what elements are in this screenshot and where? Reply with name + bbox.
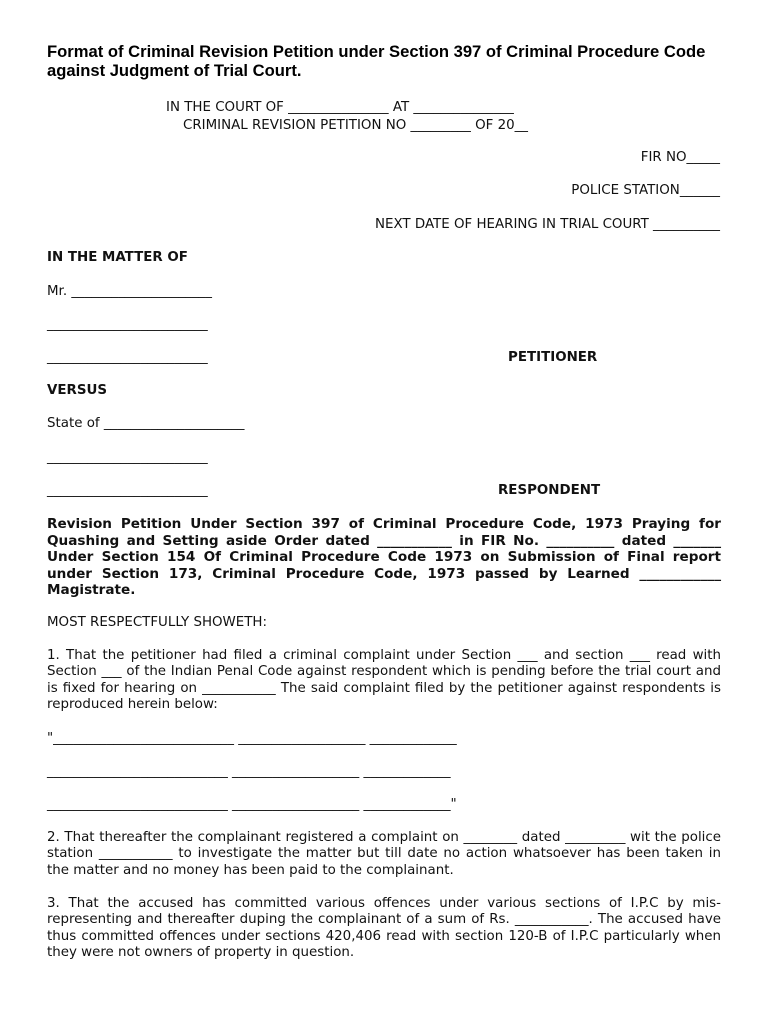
complaint-blank-line-2: ___________________________ ___________________ _____________ [47, 764, 451, 779]
paragraph-2: 2. That thereafter the complainant registered a complaint on ________ dated _________ wit the police station ___________ to investigate the matter but till date no action whatsoever has been taken in the matter and no money has been paid to the complainant. [47, 830, 721, 878]
next-hearing-line: NEXT DATE OF HEARING IN TRIAL COURT __________ [375, 217, 720, 232]
paragraph-3: 3. That the accused has committed various offences under various sections of I.P.C by mis-representing and thereafter duping the complainant of a sum of Rs. ___________. The accused have thus committed offences under sections 420,406 read with section 120-B of I.P.C particularly when they were not owners of property in question. [47, 896, 721, 960]
respondent-blank-line-2: ________________________ [47, 483, 208, 498]
petitioner-label: PETITIONER [508, 350, 598, 365]
police-station-line: POLICE STATION______ [571, 183, 720, 198]
in-the-matter-of-heading: IN THE MATTER OF [47, 250, 188, 265]
petitioner-blank-line-1: ________________________ [47, 317, 208, 332]
fir-number-line: FIR NO_____ [640, 150, 720, 165]
state-of-line: State of _____________________ [47, 416, 245, 431]
versus-heading: VERSUS [47, 383, 107, 398]
complaint-blank-line-3: ___________________________ ___________________ _____________" [47, 797, 457, 812]
prayer-paragraph: Revision Petition Under Section 397 of Criminal Procedure Code, 1973 Praying for Quashing and Setting aside Order dated ___________ in FIR No. __________ dated _______ Under Section 154 Of Criminal Procedure Code 1973 on Submission of Final report under Section 173, Criminal Procedure Code, 1973 passed by Learned ____________ Magistrate. [47, 516, 721, 598]
respondent-blank-line-1: ________________________ [47, 450, 208, 465]
showeth-line: MOST RESPECTFULLY SHOWETH: [47, 615, 268, 630]
court-line: IN THE COURT OF _______________ AT _______________ [166, 100, 514, 115]
petitioner-name-line: Mr. _____________________ [47, 284, 212, 299]
respondent-label: RESPONDENT [498, 483, 601, 498]
petition-number-line: CRIMINAL REVISION PETITION NO _________ OF 20__ [183, 118, 528, 133]
complaint-blank-line-1: "___________________________ ___________________ _____________ [47, 731, 457, 746]
document-title: Format of Criminal Revision Petition under Section 397 of Criminal Procedure Code against Judgment of Trial Court. [47, 42, 706, 80]
paragraph-1: 1. That the petitioner had filed a criminal complaint under Section ___ and section ___ read with Section ___ of the Indian Penal Code against respondent which is pending before the trial court and is fixed for hearing on ___________ The said complaint filed by the petitioner against respondents is reproduced herein below: [47, 648, 721, 712]
petitioner-blank-line-2: ________________________ [47, 350, 208, 365]
